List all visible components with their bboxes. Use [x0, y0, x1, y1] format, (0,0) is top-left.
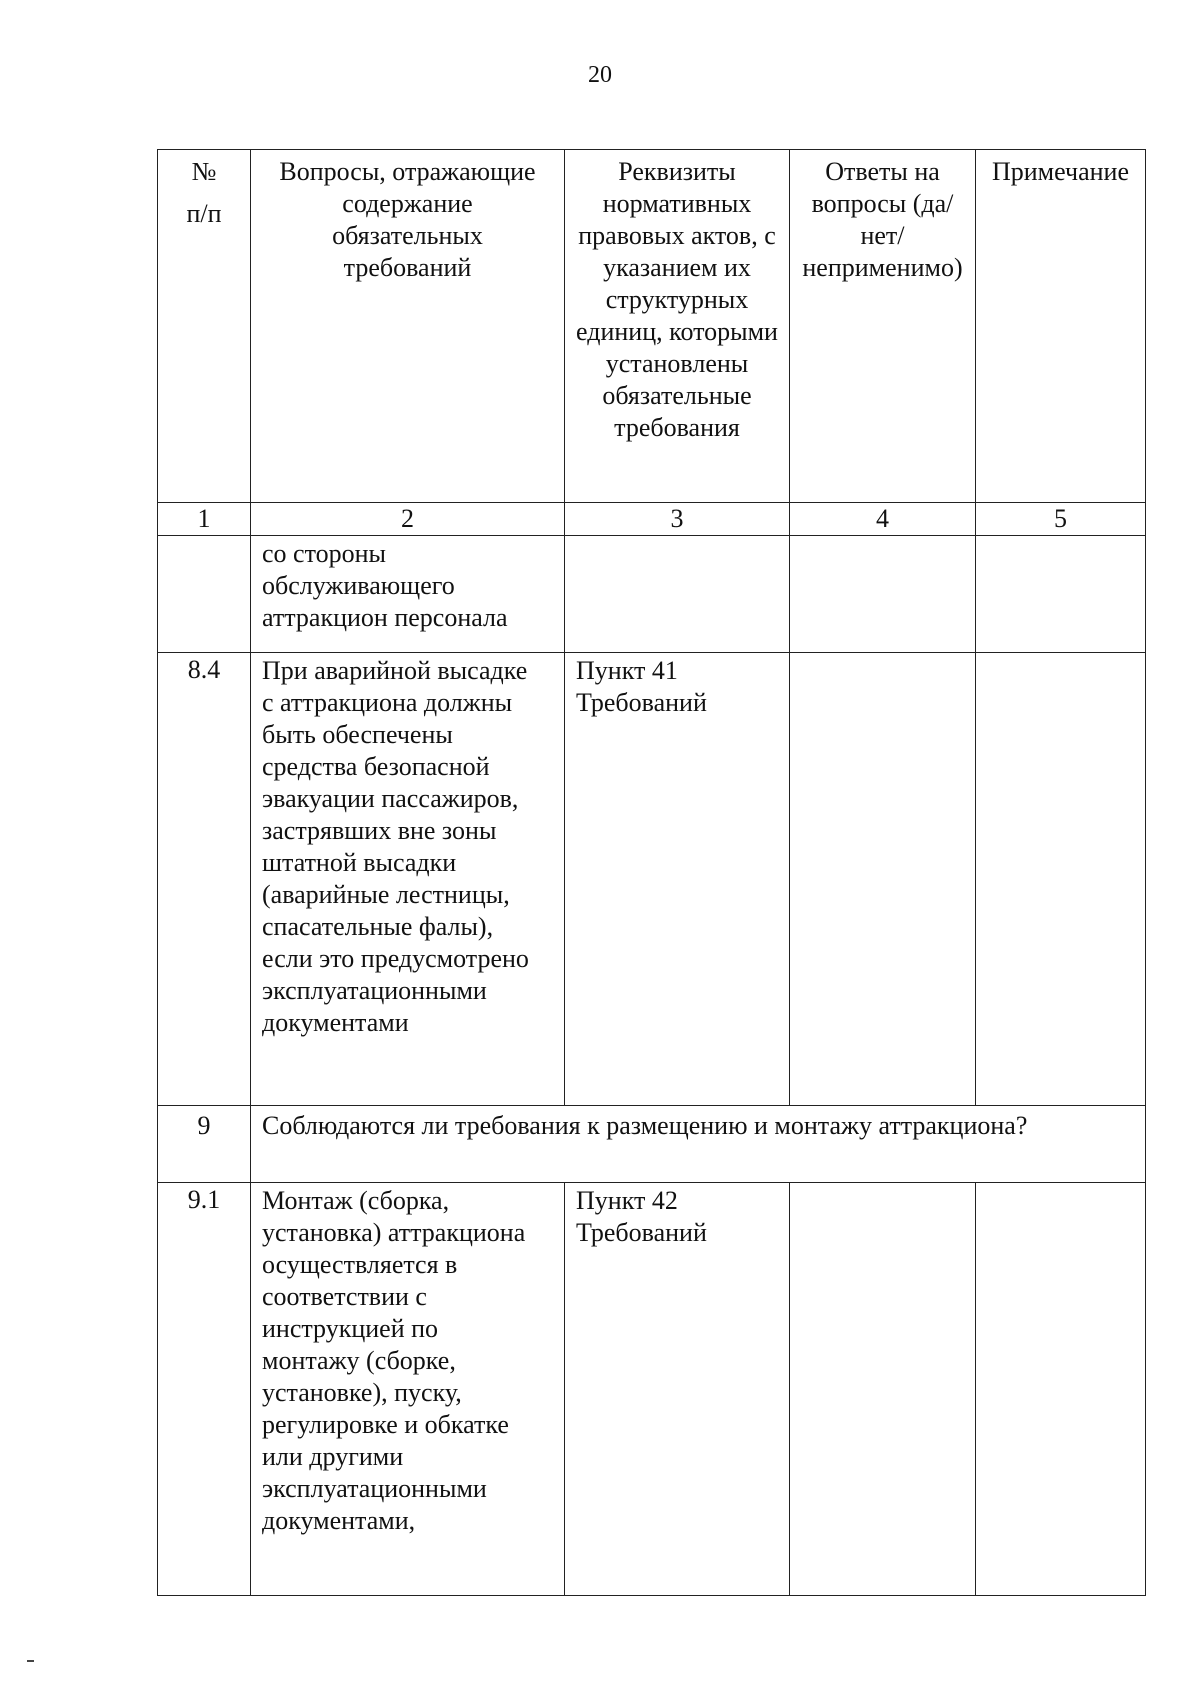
section-row [158, 1106, 1146, 1183]
section-number: 9 [158, 1106, 251, 1183]
column-number: 4 [790, 503, 976, 536]
column-number-row [158, 503, 1146, 536]
question-line: эвакуации пассажиров, [262, 784, 519, 813]
reference-line: Требований [576, 688, 707, 717]
question-line: (аварийные лестницы, [262, 880, 510, 909]
row-number: 9.1 [158, 1183, 251, 1596]
row-reference [565, 536, 790, 653]
question-line: осуществляется в [262, 1250, 458, 1279]
question-line: документами [262, 1008, 409, 1037]
question-line: установка) аттракциона [262, 1218, 526, 1247]
question-line: соответствии с [262, 1282, 427, 1311]
row-question [251, 1183, 565, 1596]
row-note [976, 653, 1146, 1106]
column-number: 2 [251, 503, 565, 536]
question-line: документами, [262, 1506, 416, 1535]
question-line: монтажу (сборке, [262, 1346, 456, 1375]
question-line: средства безопасной [262, 752, 490, 781]
requirements-table [157, 149, 1146, 1596]
question-line: обслуживающего [262, 571, 455, 600]
column-number: 5 [976, 503, 1146, 536]
row-answer [790, 536, 976, 653]
row-question [251, 653, 565, 1106]
row-note [976, 1183, 1146, 1596]
table-row [158, 536, 1146, 653]
reference-line: Пункт 42 [576, 1186, 678, 1215]
row-number: 8.4 [158, 653, 251, 1106]
question-line: При аварийной высадке [262, 656, 528, 685]
question-line: с аттракциона должны [262, 688, 513, 717]
header-answers: Ответы на вопросы (да/нет/ неприменимо) [790, 150, 976, 503]
row-answer [790, 653, 976, 1106]
question-line: эксплуатационными [262, 976, 487, 1005]
reference-line: Требований [576, 1218, 707, 1247]
question-line: аттракцион персонала [262, 603, 508, 632]
header-refs: Реквизиты нормативных правовых актов, с указанием их структурных единиц, которыми установлены обязательные требования [565, 150, 790, 503]
row-reference [565, 1183, 790, 1596]
question-line: или другими [262, 1442, 404, 1471]
table-row [158, 1183, 1146, 1596]
question-line: эксплуатационными [262, 1474, 487, 1503]
question-line: инструкцией по [262, 1314, 439, 1343]
header-number [158, 150, 251, 503]
row-note [976, 536, 1146, 653]
header-questions: Вопросы, отражающие содержание обязательных требований [251, 150, 565, 503]
header-number-sign: № [191, 157, 217, 186]
question-line: если это предусмотрено [262, 944, 529, 973]
section-question: Соблюдаются ли требования к размещению и монтажу аттракциона? [251, 1106, 1146, 1183]
question-line: регулировке и обкатке [262, 1410, 509, 1439]
question-line: застрявших вне зоны [262, 816, 497, 845]
header-notes: Примечание [976, 150, 1146, 503]
question-line: штатной высадки [262, 848, 457, 877]
reference-line: Пункт 41 [576, 656, 678, 685]
scan-mark [27, 1660, 34, 1662]
row-question [251, 536, 565, 653]
row-number [158, 536, 251, 653]
row-answer [790, 1183, 976, 1596]
question-line: со стороны [262, 539, 386, 568]
page-number: 20 [588, 62, 612, 88]
table-row [158, 653, 1146, 1106]
row-reference [565, 653, 790, 1106]
column-number: 1 [158, 503, 251, 536]
question-line: установке), пуску, [262, 1378, 462, 1407]
header-number-abbr: п/п [186, 199, 222, 228]
question-line: Монтаж (сборка, [262, 1186, 450, 1215]
question-line: быть обеспечены [262, 720, 453, 749]
question-line: спасательные фалы), [262, 912, 494, 941]
column-number: 3 [565, 503, 790, 536]
header-row [158, 150, 1146, 503]
